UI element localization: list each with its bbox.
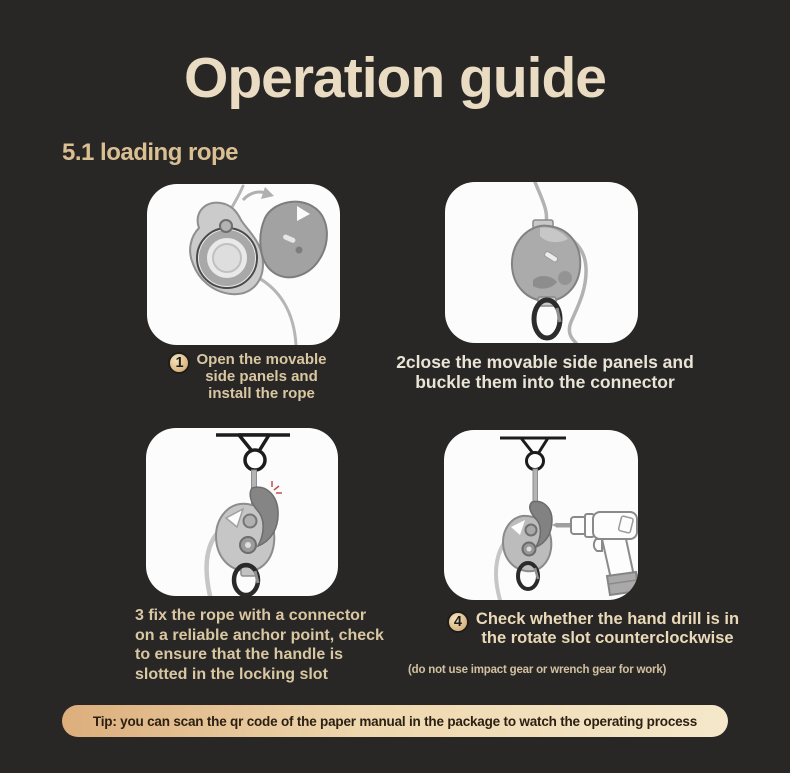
section-heading: 5.1 loading rope <box>62 139 239 166</box>
anchored-device-illustration <box>146 428 338 596</box>
step4-warning-note: (do not use impact gear or wrench gear for work) <box>408 664 667 676</box>
step2-figure-card <box>445 182 638 343</box>
step4-figure-card <box>444 430 638 600</box>
step1-caption <box>150 351 345 402</box>
red-spark-mark <box>272 481 282 493</box>
hand-drill-illustration <box>444 430 638 600</box>
step1-number-badge: 1 <box>168 352 190 374</box>
drill-icon <box>552 512 638 595</box>
step1-caption-text: Open the movable side panels and install the rope <box>196 351 327 402</box>
step4-caption-text: Check whether the hand drill is in the rotate slot counterclockwise <box>475 610 740 647</box>
open-side-panels-illustration <box>147 184 340 345</box>
tip-bar <box>62 705 728 737</box>
step4-number-badge: 4 <box>447 611 469 633</box>
step2-caption: 2close the movable side panels and buckle them into the connector <box>396 352 694 392</box>
step1-figure-card <box>147 184 340 345</box>
step3-caption: 3 fix the rope with a connector on a reliable anchor point, check to ensure that the handle is slotted in the locking slot <box>135 607 384 683</box>
page-title: Operation guide <box>183 46 607 110</box>
tip-text: Tip: you can scan the qr code of the paper manual in the package to watch the operating process <box>92 713 698 729</box>
step4-caption <box>438 610 748 648</box>
step3-figure-card <box>146 428 338 596</box>
closed-device-illustration <box>445 182 638 343</box>
